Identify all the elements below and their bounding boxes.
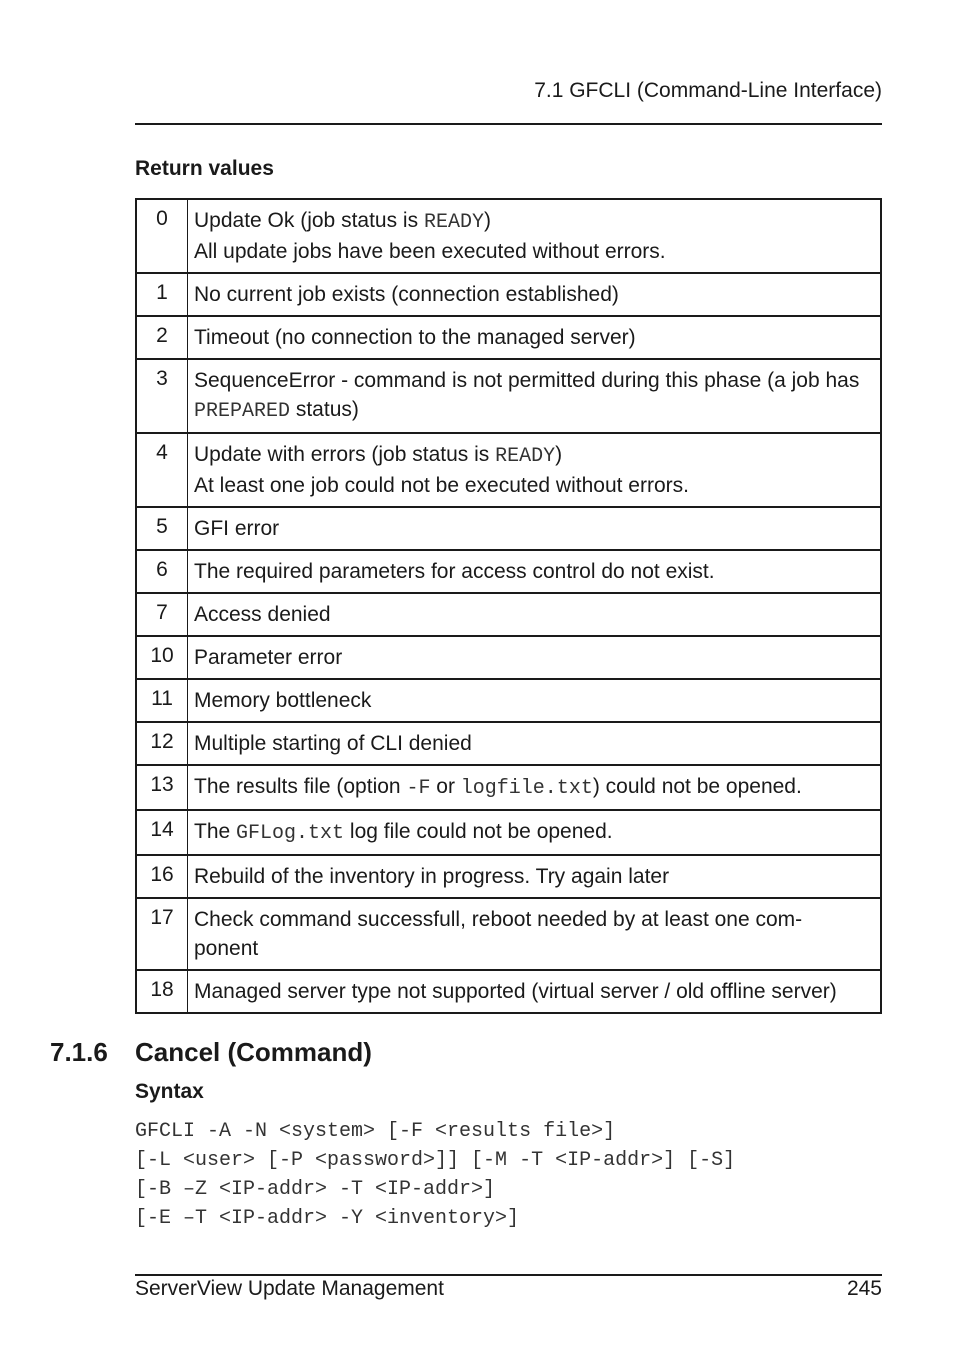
code-literal: -F [406,777,431,800]
table-row [136,273,881,316]
section-number: 7.1.6 [50,1037,108,1067]
return-values-heading: Return values [135,157,274,180]
table-row [136,316,881,359]
table-row [136,636,881,679]
return-code: 17 [136,898,188,970]
description-text: All update jobs have been executed without errors. [194,240,666,263]
description-text: Access denied [194,603,331,626]
page-number: 245 [846,1277,882,1300]
table-row [136,507,881,550]
description-text: Update Ok (job status is [194,209,424,232]
description-text: ) [483,209,491,232]
return-code: 14 [136,810,188,855]
footer-title: ServerView Update Management [135,1277,444,1300]
table-row [136,970,881,1013]
description-text: status) [290,398,359,421]
return-code: 10 [136,636,188,679]
description-text: or [430,775,461,798]
syntax-line: [-E –T <IP-addr> -Y <inventory>] [135,1207,520,1230]
code-literal: READY [423,211,484,234]
description-text: ponent [194,937,259,960]
table-row [136,593,881,636]
return-description [188,550,882,593]
description-text: SequenceError - command is not permitted during this phase (a job has [194,369,860,392]
return-code: 2 [136,316,188,359]
return-values-body [136,199,881,1013]
return-code: 4 [136,433,188,507]
description-text: The results file (option [194,775,407,798]
syntax-heading: Syntax [135,1080,204,1103]
header-rule [135,123,882,125]
table-row [136,810,881,855]
return-description [188,273,882,316]
return-code: 3 [136,359,188,433]
return-values-table [135,198,882,1014]
return-code: 13 [136,765,188,810]
syntax-line: GFCLI -A -N <system> [-F <results file>] [135,1120,616,1143]
return-description [188,316,882,359]
return-description [188,359,882,433]
return-description [188,199,882,273]
description-text: Managed server type not supported (virtual server / old offline server) [194,980,837,1003]
table-row [136,550,881,593]
return-description [188,636,882,679]
return-code: 12 [136,722,188,765]
table-row [136,199,881,273]
code-literal: READY [495,445,556,468]
description-text: The required parameters for access control do not exist. [194,560,715,583]
syntax-line: [-L <user> [-P <password>]] [-M -T <IP-addr>] [-S] [135,1149,736,1172]
return-description [188,433,882,507]
description-text: GFI error [194,517,280,540]
return-description [188,507,882,550]
description-text: log file could not be opened. [344,820,613,843]
table-row [136,855,881,898]
code-literal: PREPARED [194,400,291,423]
table-row [136,359,881,433]
return-description [188,722,882,765]
description-text: Parameter error [194,646,343,669]
return-description [188,765,882,810]
return-description [188,593,882,636]
return-description [188,970,882,1013]
description-text: Rebuild of the inventory in progress. Try again later [194,865,670,888]
syntax-line: [-B –Z <IP-addr> -T <IP-addr>] [135,1178,496,1201]
description-text: ) [555,443,563,466]
description-text: Check command successfull, reboot needed by at least one com- [194,908,803,931]
section-title: Cancel (Command) [135,1037,372,1067]
description-text: Memory bottleneck [194,689,372,712]
return-code: 1 [136,273,188,316]
description-text: Multiple starting of CLI denied [194,732,472,755]
footer-rule [135,1274,882,1276]
return-description [188,679,882,722]
return-code: 0 [136,199,188,273]
table-row [136,898,881,970]
description-text: Update with errors (job status is [194,443,496,466]
return-code: 6 [136,550,188,593]
table-row [136,765,881,810]
description-text: The [194,820,237,843]
table-row [136,679,881,722]
return-code: 11 [136,679,188,722]
return-description [188,855,882,898]
description-text: Timeout (no connection to the managed server) [194,326,636,349]
return-code: 18 [136,970,188,1013]
running-header: 7.1 GFCLI (Command-Line Interface) [534,79,882,102]
return-description [188,898,882,970]
return-code: 7 [136,593,188,636]
code-literal: GFLog.txt [236,822,345,845]
table-row [136,722,881,765]
table-row [136,433,881,507]
return-code: 16 [136,855,188,898]
description-text: No current job exists (connection established) [194,283,619,306]
return-description [188,810,882,855]
code-literal: logfile.txt [460,777,593,800]
return-code: 5 [136,507,188,550]
description-text: At least one job could not be executed without errors. [194,474,689,497]
description-text: ) could not be opened. [592,775,802,798]
